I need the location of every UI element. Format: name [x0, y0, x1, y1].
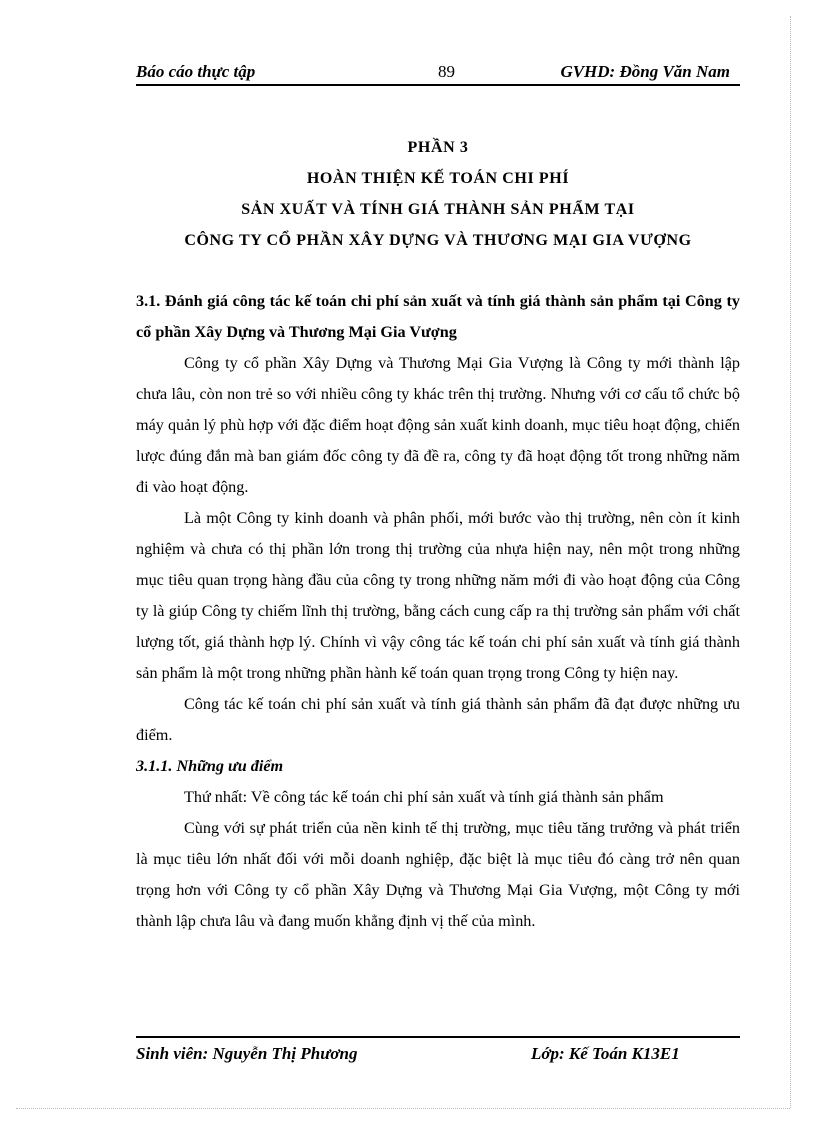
chapter-number: PHẦN 3 — [407, 139, 469, 156]
first-point-label: Thứ nhất: Về công tác kế toán chi phí sản xuất và tính giá thành sản phẩm — [184, 788, 664, 806]
chapter-title-line-2: SẢN XUẤT VÀ TÍNH GIÁ THÀNH SẢN PHẨM TẠI — [241, 201, 635, 218]
subsection-heading: 3.1.1. Những ưu điểm — [136, 757, 284, 775]
chapter-title — [136, 132, 740, 256]
paragraph: Công ty cổ phần Xây Dựng và Thương Mại Gia Vượng là Công ty mới thành lập chưa lâu, còn non trẻ so với nhiều công ty khác trên thị trường. Nhưng với cơ cấu tổ chức bộ máy quản lý phù hợp với đặc điểm hoạt động sản xuất kinh doanh, mục tiêu hoạt động, chiến lược đúng đắn mà ban giám đốc công ty đã đề ra, công ty đã hoạt động tốt trong những năm đi vào hoạt động. — [136, 354, 740, 496]
page-edge-bottom — [16, 1108, 790, 1109]
body-content — [136, 286, 740, 937]
footer-student: Sinh viên: Nguyễn Thị Phương — [136, 1044, 358, 1063]
page-number: 89 — [438, 62, 455, 81]
page-header — [136, 60, 740, 86]
paragraph: Là một Công ty kinh doanh và phân phối, mới bước vào thị trường, nên còn ít kinh nghiệm và chưa có thị phần lớn trong thị trường của nhựa hiện nay, nên một trong những mục tiêu quan trọng hàng đầu của công ty trong những năm mới đi vào hoạt động của Công ty là giúp Công ty chiếm lĩnh thị trường, bằng cách cung cấp ra thị trường sản phẩm với chất lượng tốt, giá thành hợp lý. Chính vì vậy công tác kế toán chi phí sản xuất và tính giá thành sản phẩm là một trong những phần hành kế toán quan trọng trong Công ty hiện nay. — [136, 509, 740, 682]
footer-class: Lớp: Kế Toán K13E1 — [531, 1044, 680, 1063]
chapter-title-line-3: CÔNG TY CỔ PHẦN XÂY DỰNG VÀ THƯƠNG MẠI GIA VƯỢNG — [184, 232, 692, 249]
paragraph: Cùng với sự phát triển của nền kinh tế thị trường, mục tiêu tăng trưởng và phát triển là mục tiêu lớn nhất đối với mỗi doanh nghiệp, đặc biệt là mục tiêu đó càng trở nên quan trọng hơn với Công ty cổ phần Xây Dựng và Thương Mại Gia Vượng, một Công ty mới thành lập chưa lâu và đang muốn khẳng định vị thế của mình. — [136, 819, 740, 930]
page-footer — [136, 1036, 740, 1068]
header-report-title: Báo cáo thực tập — [136, 62, 256, 81]
page-edge-right — [790, 16, 791, 1108]
paragraph: Công tác kế toán chi phí sản xuất và tính giá thành sản phẩm đã đạt được những ưu điểm. — [136, 695, 740, 744]
chapter-title-line-1: HOÀN THIỆN KẾ TOÁN CHI PHÍ — [306, 170, 570, 187]
section-heading: 3.1. Đánh giá công tác kế toán chi phí sản xuất và tính giá thành sản phẩm tại Công ty cổ phần Xây Dựng và Thương Mại Gia Vượng — [136, 292, 740, 341]
header-supervisor: GVHD: Đồng Văn Nam — [560, 62, 730, 81]
